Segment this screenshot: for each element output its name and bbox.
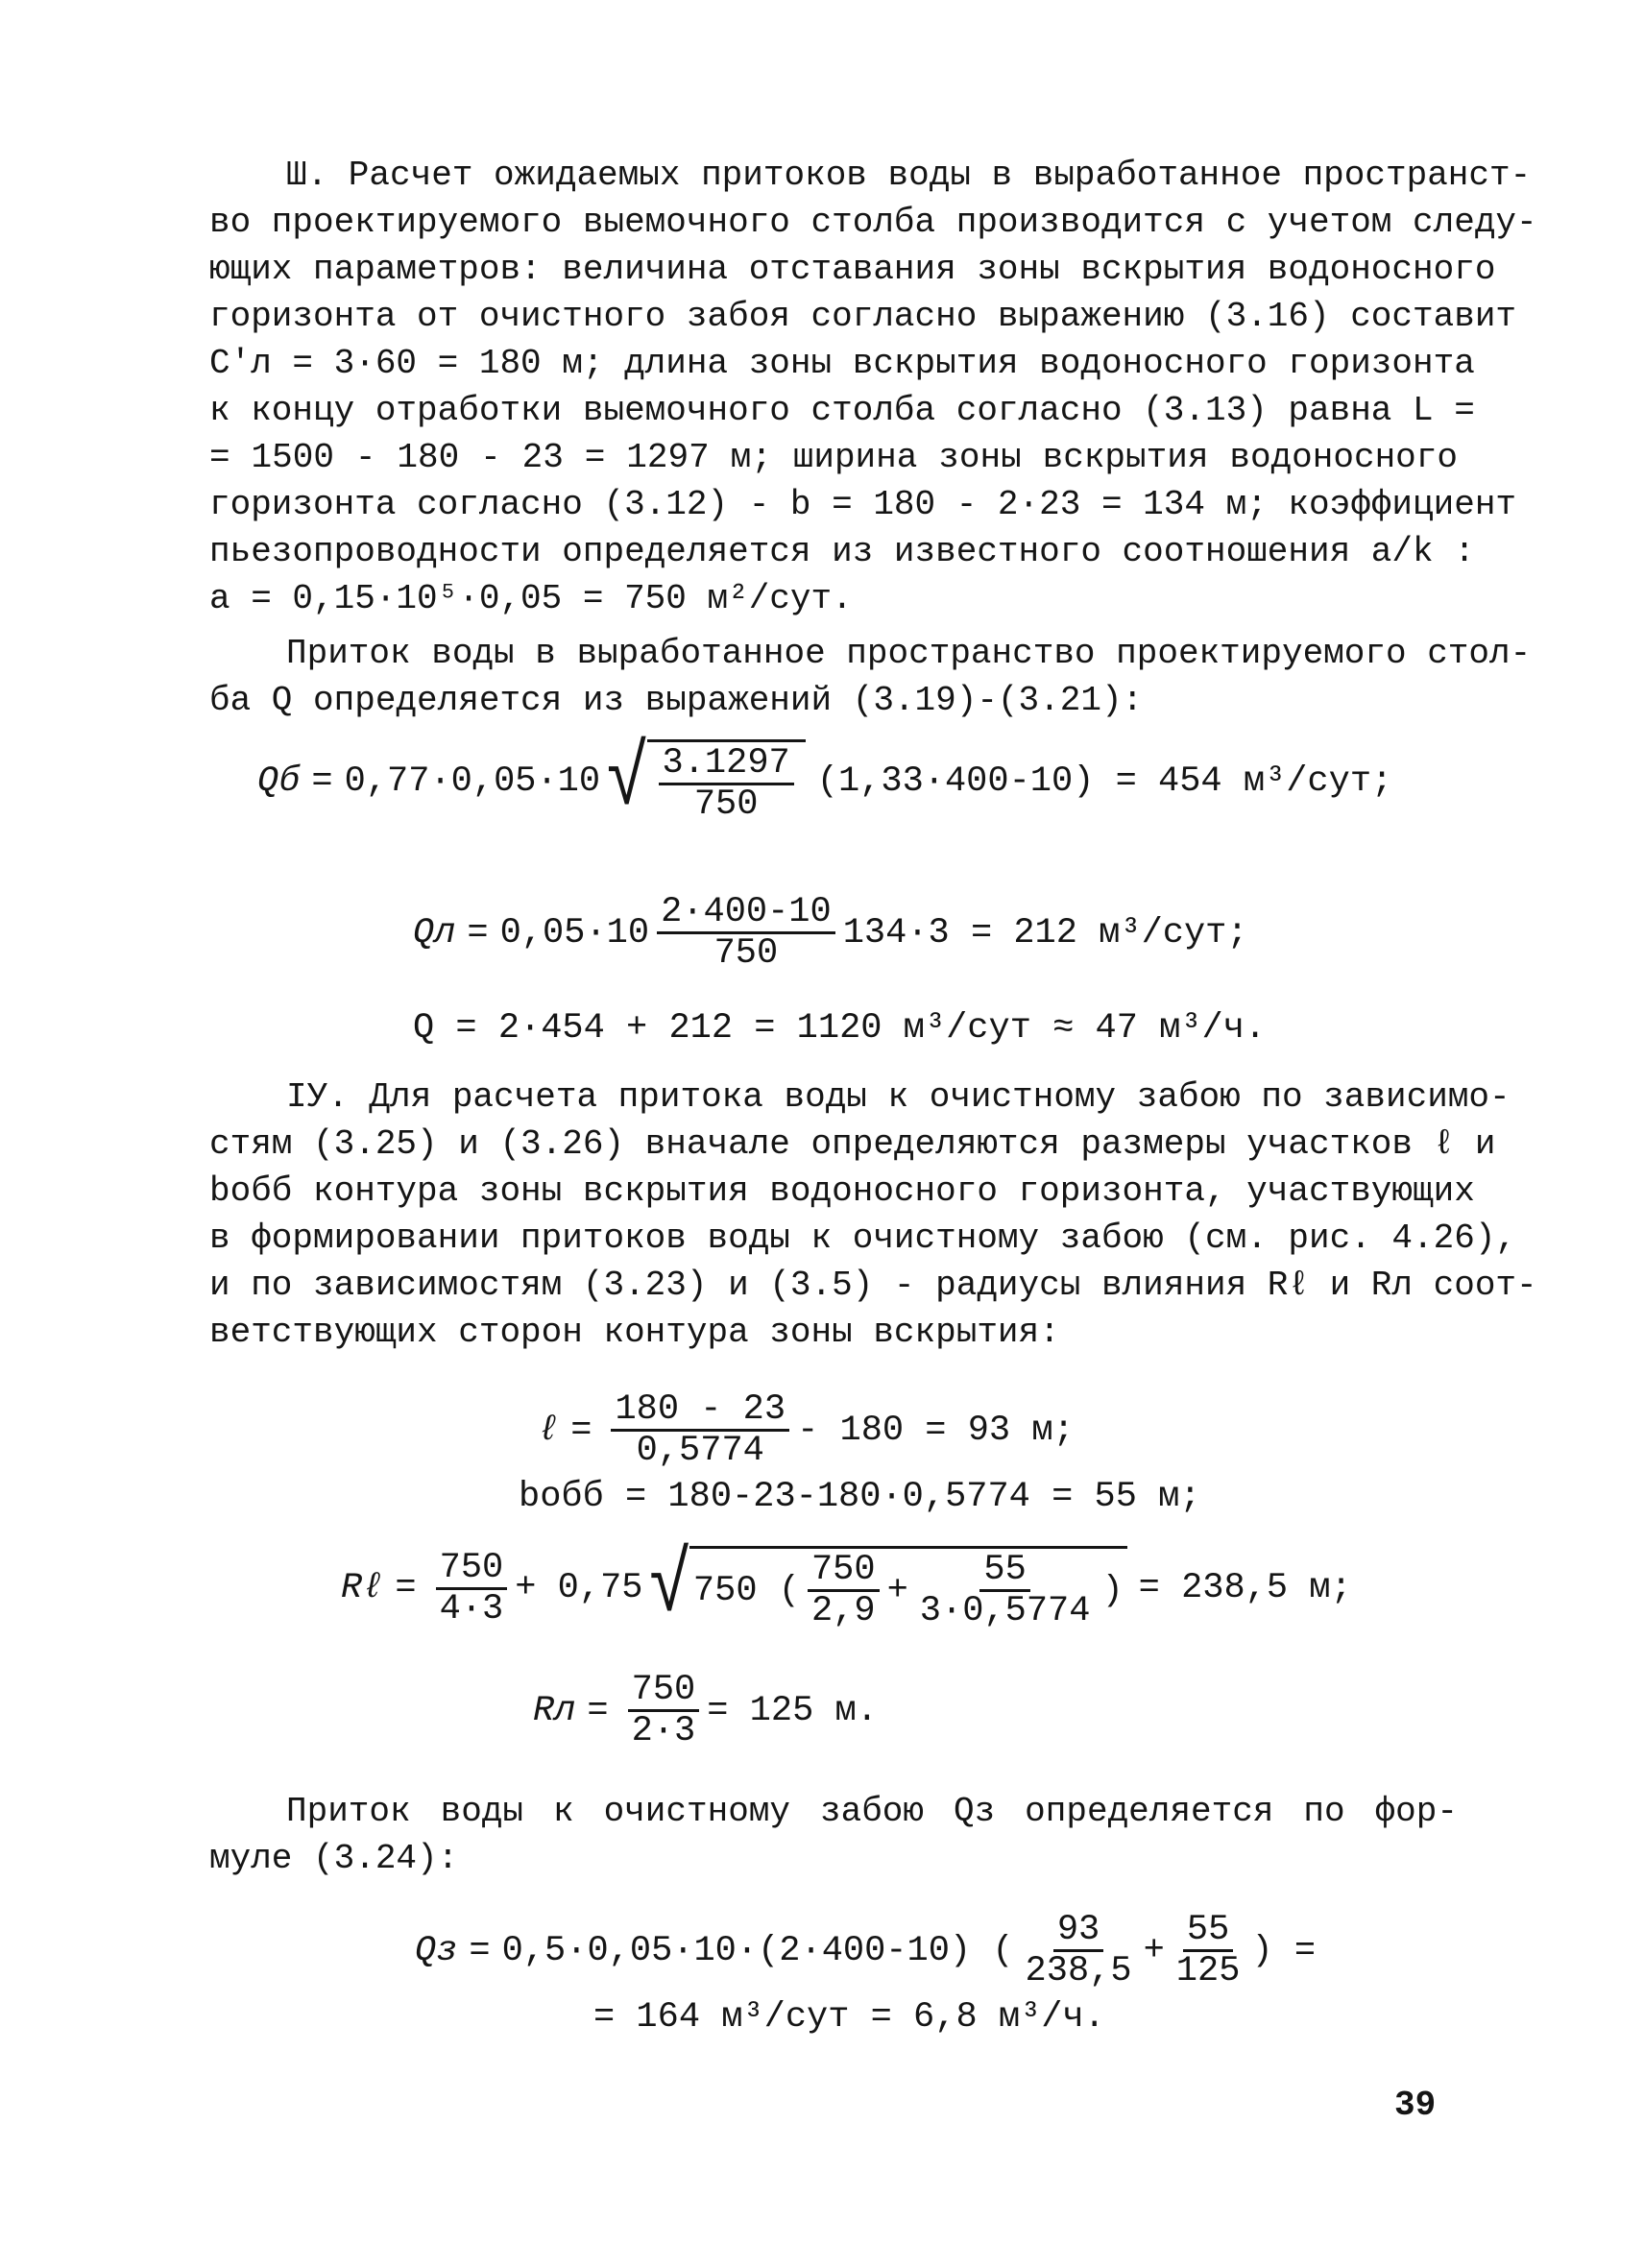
formula-b-obb xyxy=(519,1477,1201,1517)
text-line: пьезопроводности определяется из известного соотношения a/k : xyxy=(209,532,1475,571)
text-line: ба Q определяется из выражений (3.19)-(3.21): xyxy=(209,681,1144,720)
formula-q-total xyxy=(413,1008,1266,1049)
formula-rest: - 180 = 93 м; xyxy=(797,1410,1075,1451)
numerator: 180 - 23 xyxy=(611,1390,789,1432)
formula-lhs: Qл xyxy=(413,912,456,953)
denominator: 125 xyxy=(1175,1951,1241,1991)
numerator: 55 xyxy=(979,1551,1029,1592)
text-line: a = 0,15·10⁵·0,05 = 750 м²/сут. xyxy=(209,579,853,618)
fraction xyxy=(628,1671,700,1750)
formula-q-3 xyxy=(415,1911,1316,1991)
equals-sign: = xyxy=(587,1690,609,1731)
text-line: в формировании притоков воды к очистному забою (см. рис. 4.26), xyxy=(209,1218,1517,1258)
denominator: 238,5 xyxy=(1025,1951,1132,1991)
fraction xyxy=(436,1549,508,1629)
inflow-intro-paragraph xyxy=(209,630,1532,724)
formula-rest: = 125 м. xyxy=(707,1690,878,1731)
formula-coefficient: 0,05·10 xyxy=(499,912,650,953)
text-line: bобб контура зоны вскрытия водоносного горизонта, участвующих xyxy=(209,1171,1475,1211)
denominator: 4·3 xyxy=(439,1588,504,1629)
section-4-paragraph xyxy=(209,1074,1537,1356)
numerator: 93 xyxy=(1053,1911,1103,1952)
text-line: Ш. Расчет ожидаемых притоков воды в выработанное пространст- xyxy=(286,156,1532,195)
square-root xyxy=(606,733,806,831)
formula-r-l xyxy=(341,1539,1352,1637)
text-line: и по зависимостям (3.23) и (3.5) - радиусы влияния Rℓ и Rл соот- xyxy=(209,1266,1537,1305)
formula-text: bобб = 180-23-180·0,5774 = 55 м; xyxy=(519,1477,1201,1517)
fraction xyxy=(808,1551,880,1630)
text-line: ветствующих сторон контура зоны вскрытия: xyxy=(209,1313,1060,1352)
denominator: 0,5774 xyxy=(636,1431,764,1471)
formula-r-ll xyxy=(533,1671,878,1750)
text-line: стям (3.25) и (3.26) вначале определяются размеры участков ℓ и xyxy=(209,1124,1496,1164)
formula-text: Q = 2·454 + 212 = 1120 м³/сут ≈ 47 м³/ч. xyxy=(413,1008,1267,1049)
denominator: 2·3 xyxy=(631,1711,696,1751)
fraction xyxy=(611,1390,789,1470)
text-line: муле (3.24): xyxy=(209,1839,459,1878)
denominator: 2,9 xyxy=(810,1591,876,1631)
plus-sign: + xyxy=(886,1570,908,1611)
numerator: 750 xyxy=(808,1551,880,1592)
fraction xyxy=(657,893,835,973)
fraction xyxy=(1173,1911,1245,1991)
formula-lhs: Qб xyxy=(257,761,301,802)
fraction xyxy=(659,744,794,824)
page-number: 39 xyxy=(1394,2086,1437,2125)
formula-lhs: Rℓ xyxy=(341,1568,384,1608)
radical-sign-icon: √ xyxy=(606,733,649,831)
numerator: 3.1297 xyxy=(659,744,794,785)
formula-rest: 134·3 = 212 м³/сут; xyxy=(842,912,1248,953)
formula-coefficient: 0,5·0,05·10·(2·400-10) ( xyxy=(501,1930,1014,1971)
formula-text: = 164 м³/сут = 6,8 м³/ч. xyxy=(593,1997,1105,2038)
formula-q-3-result xyxy=(593,1997,1105,2038)
formula-rest: = 238,5 м; xyxy=(1138,1568,1352,1608)
plus-sign: + xyxy=(1143,1930,1165,1971)
fraction xyxy=(916,1551,1095,1630)
equals-sign: = xyxy=(311,761,333,802)
equals-sign: = xyxy=(395,1568,417,1608)
numerator: 750 xyxy=(628,1671,700,1712)
formula-q-l xyxy=(413,893,1248,973)
numerator: 55 xyxy=(1183,1911,1233,1952)
text-line: Приток воды к очистному забою Qз определяется по фор- xyxy=(286,1792,1458,1831)
formula-middle: + 0,75 xyxy=(515,1568,643,1608)
denominator: 750 xyxy=(693,784,759,825)
formula-lhs: ℓ xyxy=(538,1410,560,1451)
formula-lhs: Qз xyxy=(415,1930,458,1971)
text-line: к концу отработки выемочного столба согласно (3.13) равна L = xyxy=(209,391,1475,430)
formula-q-b xyxy=(257,733,1393,831)
formula-rest: ) = xyxy=(1251,1930,1317,1971)
denominator: 3·0,5774 xyxy=(919,1591,1091,1631)
numerator: 750 xyxy=(436,1549,508,1590)
formula-lhs: Rл xyxy=(533,1690,576,1731)
numerator: 2·400-10 xyxy=(657,893,835,934)
equals-sign: = xyxy=(570,1410,592,1451)
radicand-prefix: 750 ( xyxy=(692,1570,800,1611)
radical-sign-icon: √ xyxy=(648,1539,691,1637)
denominator: 750 xyxy=(713,933,779,974)
radicand xyxy=(647,739,806,824)
formula-l xyxy=(538,1390,1075,1470)
text-line: горизонта от очистного забоя согласно выражению (3.16) составит xyxy=(209,297,1517,336)
equals-sign: = xyxy=(469,1930,491,1971)
text-line: IУ. Для расчета притока воды к очистному забою по зависимо- xyxy=(286,1077,1511,1117)
formula-rest: (1,33·400-10) = 454 м³/сут; xyxy=(816,761,1393,802)
text-line: во проектируемого выемочного столба производится с учетом следу- xyxy=(209,203,1537,242)
formula-coefficient: 0,77·0,05·10 xyxy=(344,761,601,802)
face-inflow-intro-paragraph xyxy=(209,1788,1458,1882)
text-line: горизонта согласно (3.12) - b = 180 - 2·23 = 134 м; коэффициент xyxy=(209,485,1517,524)
radicand xyxy=(689,1546,1127,1630)
text-line: Приток воды в выработанное пространство проектируемого стол- xyxy=(286,634,1532,673)
text-line: C'л = 3·60 = 180 м; длина зоны вскрытия водоносного горизонта xyxy=(209,344,1475,383)
text-line: = 1500 - 180 - 23 = 1297 м; ширина зоны вскрытия водоносного xyxy=(209,438,1458,477)
text-line: ющих параметров: величина отставания зоны вскрытия водоносного xyxy=(209,250,1496,289)
fraction xyxy=(1022,1911,1136,1991)
equals-sign: = xyxy=(467,912,489,953)
section-3-paragraph xyxy=(209,152,1537,622)
radicand-suffix: ) xyxy=(1101,1570,1124,1611)
square-root xyxy=(648,1539,1127,1637)
